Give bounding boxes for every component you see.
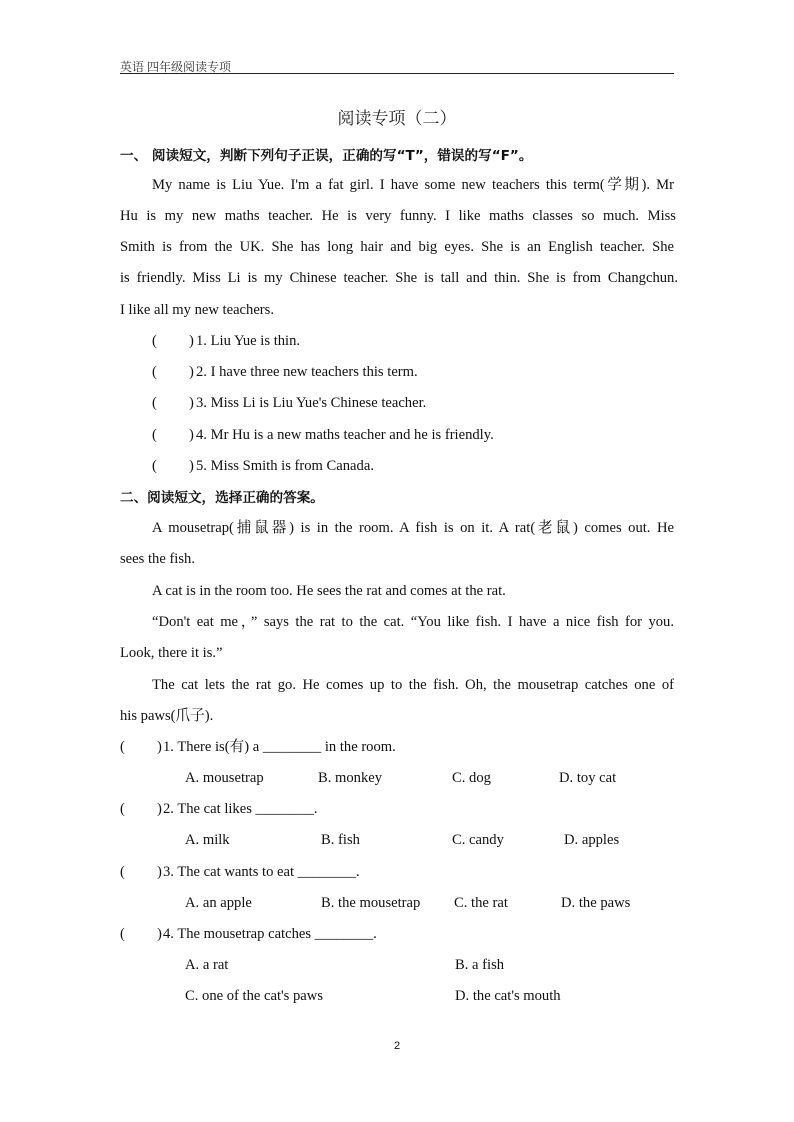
answer-paren-open[interactable]: ( [152, 458, 157, 474]
section2-passage-line: sees the fish. [120, 551, 195, 567]
section2-passage-line: A cat is in the room too. He sees the rat and comes at the rat. [152, 583, 506, 599]
option-a: A. mousetrap [185, 770, 264, 786]
option-d: D. the cat's mouth [455, 988, 561, 1004]
option-b: B. fish [321, 832, 360, 848]
answer-paren-close: ) [189, 395, 194, 411]
section2-passage-line: Look, there it is.” [120, 645, 223, 661]
option-b: B. a fish [455, 957, 505, 973]
section2-passage-line: The cat lets the rat go. He comes up to the fish. Oh, the mousetrap catches one of [152, 677, 674, 693]
question-text: 3. The cat wants to eat ________. [163, 864, 360, 880]
answer-paren-close: ) [189, 458, 194, 474]
section2-passage-line: “Don't eat me，” says the rat to the cat. “You like fish. I have a nice fish for you. [152, 614, 674, 630]
answer-paren-open[interactable]: ( [152, 364, 157, 380]
answer-paren-open[interactable]: ( [120, 864, 125, 880]
answer-paren-open[interactable]: ( [120, 926, 125, 942]
option-c: C. candy [452, 832, 504, 848]
question-text: 4. Mr Hu is a new maths teacher and he is friendly. [196, 427, 494, 443]
section1-passage-line: Smith is from the UK. She has long hair and big eyes. She is an English teacher. She [120, 239, 674, 255]
page-number: 2 [393, 1040, 401, 1052]
section1-passage-line: I like all my new teachers. [120, 302, 274, 318]
section1-passage-line: My name is Liu Yue. I'm a fat girl. I have some new teachers this term(学期). Mr [152, 177, 674, 193]
question-text: 1. There is(有) a ________ in the room. [163, 739, 396, 755]
option-c: C. the rat [454, 895, 508, 911]
question-text: 4. The mousetrap catches ________. [163, 926, 377, 942]
answer-paren-open[interactable]: ( [152, 427, 157, 443]
header-divider [120, 73, 674, 74]
section2-heading: 二、阅读短文，选择正确的答案。 [120, 490, 324, 506]
answer-paren-open[interactable]: ( [152, 395, 157, 411]
answer-paren-close: ) [157, 739, 162, 755]
answer-paren-close: ) [157, 801, 162, 817]
option-b: B. monkey [318, 770, 383, 786]
section1-passage-line: is friendly. Miss Li is my Chinese teacher. She is tall and thin. She is from Changchun. [120, 270, 678, 286]
answer-paren-close: ) [189, 333, 194, 349]
question-text: 2. I have three new teachers this term. [196, 364, 418, 380]
answer-paren-open[interactable]: ( [120, 801, 125, 817]
option-d: D. the paws [561, 895, 631, 911]
option-b: B. the mousetrap [321, 895, 421, 911]
question-text: 2. The cat likes ________. [163, 801, 318, 817]
section2-passage-line: his paws(爪子). [120, 708, 214, 724]
option-c: C. dog [452, 770, 491, 786]
option-c: C. one of the cat's paws [185, 988, 323, 1004]
answer-paren-close: ) [157, 864, 162, 880]
option-a: A. a rat [185, 957, 229, 973]
page-header: 英语 四年级阅读专项 [120, 60, 232, 74]
option-d: D. apples [564, 832, 620, 848]
question-text: 1. Liu Yue is thin. [196, 333, 301, 349]
answer-paren-open[interactable]: ( [152, 333, 157, 349]
page-title: 阅读专项（二） [337, 109, 457, 128]
answer-paren-close: ) [189, 427, 194, 443]
answer-paren-close: ) [157, 926, 162, 942]
question-text: 5. Miss Smith is from Canada. [196, 458, 374, 474]
section1-passage-line: Hu is my new maths teacher. He is very funny. I like maths classes so much. Miss [120, 208, 676, 224]
option-a: A. an apple [185, 895, 252, 911]
option-a: A. milk [185, 832, 230, 848]
option-d: D. toy cat [559, 770, 617, 786]
answer-paren-close: ) [189, 364, 194, 380]
section1-heading: 一、 阅读短文，判断下列句子正误，正确的写“T”，错误的写“F”。 [120, 148, 533, 164]
section2-passage-line: A mousetrap(捕鼠器) is in the room. A fish is on it. A rat(老鼠) comes out. He [152, 520, 674, 536]
answer-paren-open[interactable]: ( [120, 739, 125, 755]
question-text: 3. Miss Li is Liu Yue's Chinese teacher. [196, 395, 427, 411]
